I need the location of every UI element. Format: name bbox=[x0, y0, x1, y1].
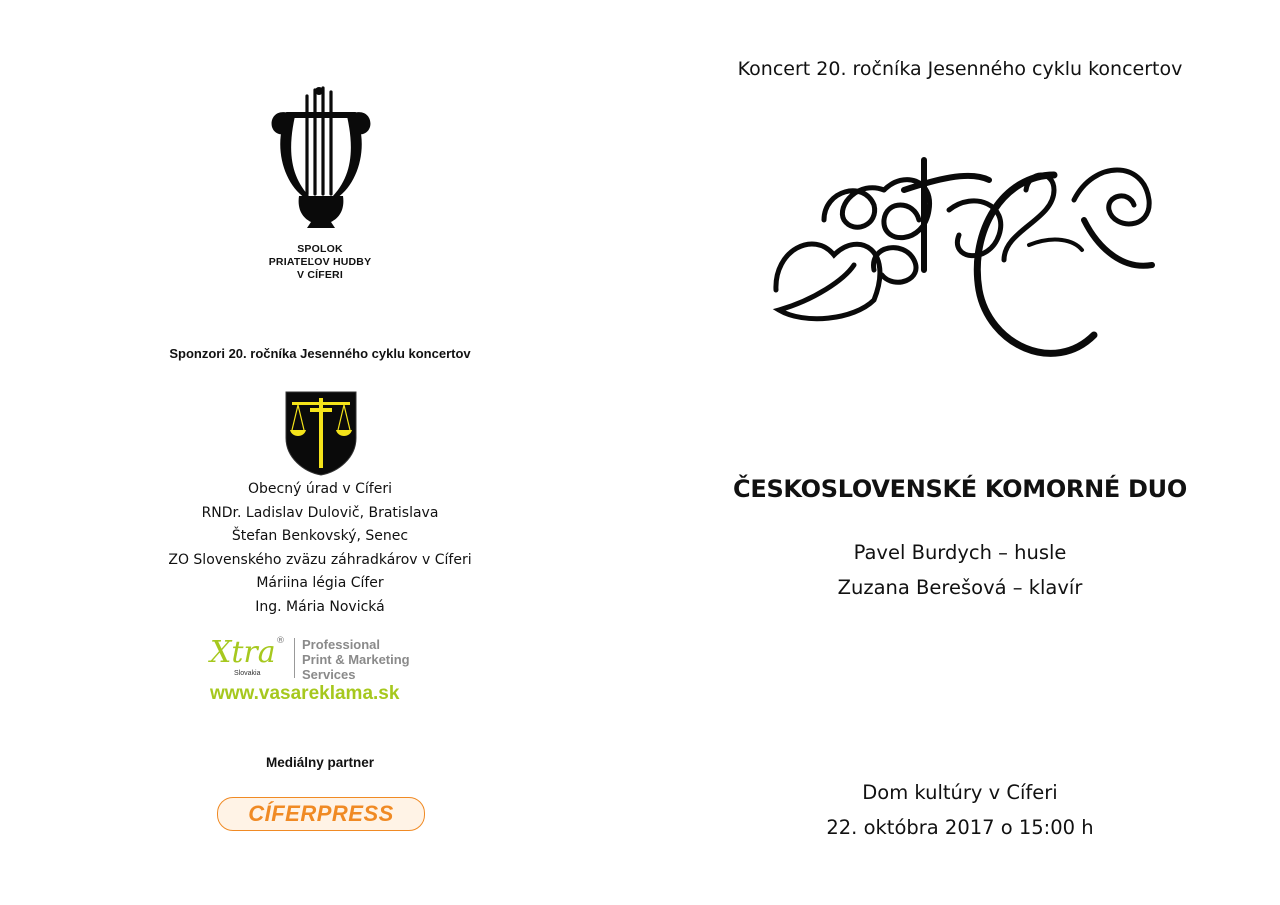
ciferpress-logo-text: CÍFERPRESS bbox=[248, 801, 394, 826]
sponsor-item: Štefan Benkovský, Senec bbox=[231, 528, 409, 544]
calligraphic-ornament-icon bbox=[764, 150, 1164, 370]
ciferpress-logo bbox=[217, 797, 425, 831]
left-panel bbox=[120, 0, 520, 905]
xtra-url: www.vasareklama.sk bbox=[210, 683, 400, 704]
xtra-logo bbox=[210, 636, 440, 708]
sponsor-item: Obecný úrad v Cíferi bbox=[248, 481, 392, 497]
xtra-tagline-line: Print & Marketing bbox=[302, 652, 410, 667]
duo-name: ČESKOSLOVENSKÉ KOMORNÉ DUO bbox=[733, 475, 1187, 503]
org-name-line: PRIATEĽOV HUDBY bbox=[268, 256, 372, 268]
sponsors-heading: Sponzori 20. ročníka Jesenného cyklu koncertov bbox=[169, 346, 471, 361]
sponsor-item: ZO Slovenského zväzu záhradkárov v Cíferi bbox=[168, 551, 472, 568]
sponsor-item: RNDr. Ladislav Dulovič, Bratislava bbox=[201, 504, 439, 521]
xtra-registered: ® bbox=[276, 636, 285, 646]
org-name bbox=[220, 243, 420, 282]
sponsor-item: Ing. Mária Novická bbox=[255, 598, 385, 615]
xtra-tagline-line: Professional bbox=[302, 637, 381, 652]
concert-title: Koncert 20. ročníka Jesenného cyklu koncertov bbox=[737, 58, 1183, 80]
org-name-line: V CÍFERI bbox=[297, 269, 343, 281]
performer-item: Zuzana Berešová – klavír bbox=[837, 576, 1083, 599]
venue: Dom kultúry v Cíferi bbox=[862, 781, 1058, 804]
event-datetime: 22. októbra 2017 o 15:00 h bbox=[826, 816, 1094, 839]
xtra-tagline-line: Services bbox=[302, 667, 356, 682]
lyre-logo-icon bbox=[265, 86, 377, 234]
event-details bbox=[680, 775, 1240, 845]
performers-list bbox=[680, 535, 1240, 605]
xtra-tagline bbox=[302, 637, 410, 682]
xtra-sub: Slovakia bbox=[234, 670, 261, 677]
xtra-divider bbox=[294, 638, 295, 678]
coat-of-arms-icon bbox=[284, 390, 358, 476]
sponsor-item: Máriina légia Cífer bbox=[256, 575, 384, 591]
xtra-brand: Xtra bbox=[210, 635, 276, 670]
media-partner-heading: Mediálny partner bbox=[265, 755, 375, 770]
performer-item: Pavel Burdych – husle bbox=[853, 541, 1067, 564]
right-panel bbox=[680, 0, 1240, 905]
org-name-line: SPOLOK bbox=[297, 243, 343, 255]
sponsors-list bbox=[120, 478, 520, 619]
